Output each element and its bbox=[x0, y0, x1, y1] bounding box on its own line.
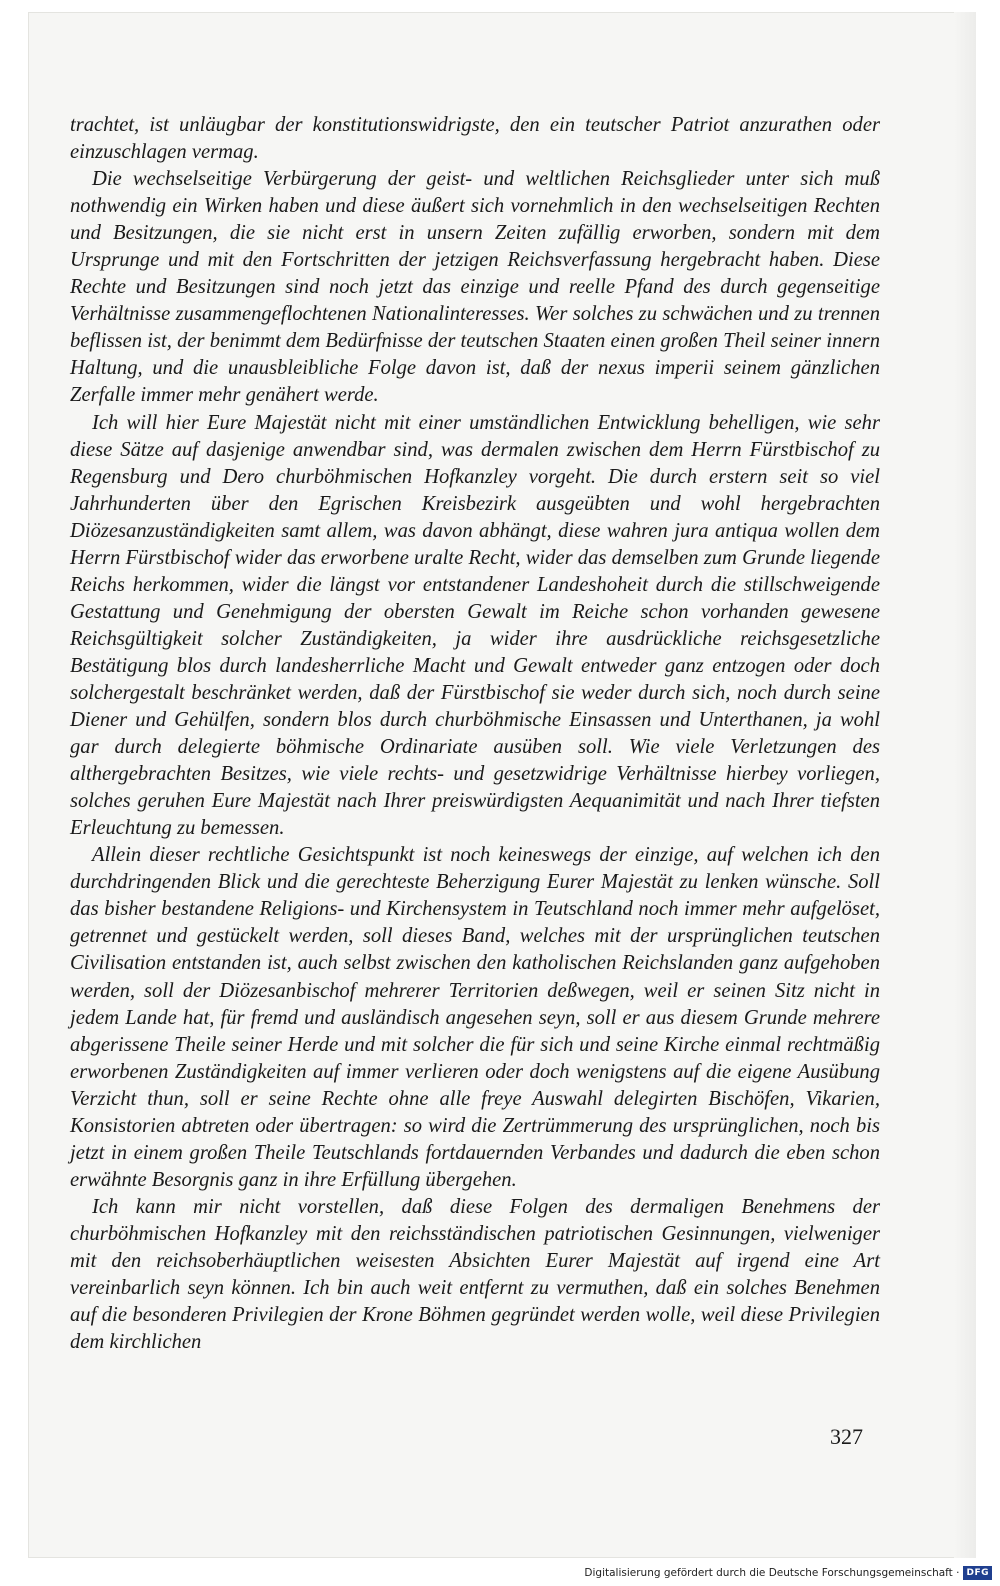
footer-text: Digitalisierung gefördert durch die Deutsche Forschungsgemeinschaft · bbox=[584, 1567, 960, 1579]
body-text bbox=[70, 112, 880, 1356]
paragraph-4: Allein dieser rechtliche Gesichtspunkt ist noch keineswegs der einzige, auf welchen ich den durchdringenden Blick und die gerechteste Beherzigung Eurer Majestät zu lenken wünsche. Soll das bisher bestandene Religions- und Kirchensystem in Teutschland noch immer mehr aufgelöset, getrennet und gestückelt werden, soll dieses Band, welches mit der ursprünglichen teutschen Civilisation entstanden ist, auch selbst zwischen den katholischen Reichslanden ganz aufgehoben werden, soll der Diözesanbischof mehrerer Territorien deßwegen, weil er seinen Sitz nicht in jedem Lande hat, für fremd und ausländisch angesehen seyn, soll er aus diesem Grunde mehrere abgerissene Theile seiner Herde und mit solcher die für sich und seine Kirche einmal rechtmäßig erworbenen Zuständigkeiten auf immer verlieren oder doch wenigstens auf die eigene Ausübung Verzicht thun, soll er seine Rechte ohne alle freye Auswahl delegirten Bischöfen, Vikarien, Konsistorien abtreten oder übertragen: so wird die Zertrümmerung des ursprünglichen, noch bis jetzt in einem großen Theile Teutschlands fortdauernden Verbandes und dadurch die eben schon erwähnte Besorgnis ganz in ihre Erfüllung übergehen. bbox=[70, 844, 880, 1191]
paragraph-3: Ich will hier Eure Majestät nicht mit einer umständlichen Entwicklung behelligen, wie sehr diese Sätze auf dasjenige anwendbar sind, was dermalen zwischen dem Herrn Fürstbischof zu Regensburg und Dero churböhmischen Hofkanzley vorgeht. Die durch erstern seit so viel Jahrhunderten über den Egrischen Kreisbezirk ausgeübten und wohl hergebrachten Diözesanzuständigkeiten samt allem, was davon abhängt, diese wahren jura antiqua wollen dem Herrn Fürstbischof wider das erworbene uralte Recht, wider das demselben zum Grunde liegende Reichs herkommen, wider die längst vor entstandener Landeshoheit durch die stillschweigende Gestattung und Genehmigung der obersten Gewalt im Reiche schon vorhanden gewesene Reichsgültigkeit solcher Zuständigkeiten, ja wider ihre ausdrückliche reichsgesetzliche Bestätigung blos durch landesherrliche Macht und Gewalt entweder ganz entzogen oder doch solchergestalt beschränket werden, daß der Fürstbischof sie weder durch sich, noch durch seine Diener und Gehülfen, sondern blos durch churböhmische Einsassen und Unterthanen, ja wohl gar durch delegierte böhmische Ordinariate ausüben soll. Wie viele Verletzungen des althergebrachten Besitzes, wie viele rechts- und gesetzwidrige Verhältnisse hierbey vorliegen, solches geruhen Eure Majestät nach Ihrer preiswürdigsten Aequanimität und nach Ihrer tiefsten Erleuchtung zu bemessen. bbox=[70, 411, 880, 840]
dfg-logo: DFG bbox=[963, 1566, 992, 1580]
paragraph-5: Ich kann mir nicht vorstellen, daß diese Folgen des dermaligen Benehmens der churböhmischen Hofkanzley mit den reichsständischen patriotischen Gesinnungen, vielweniger mit den reichsoberhäuptlichen weisesten Absichten Eurer Majestät auf irgend eine Art vereinbarlich seyn können. Ich bin auch weit entfernt zu vermuthen, daß ein solches Benehmen auf die besonderen Privilegien der Krone Böhmen gegründet werden wolle, weil diese Privilegien dem kirchlichen bbox=[70, 1195, 880, 1354]
paragraph-1: trachtet, ist unläugbar der konstitutionswidrigste, den ein teutscher Patriot anzurathen oder einzuschlagen vermag. bbox=[70, 114, 880, 164]
paragraph-2: Die wechselseitige Verbürgerung der geist- und weltlichen Reichsglieder unter sich muß nothwendig ein Wirken haben und diese äußert sich vornehmlich in den wechselseitigen Rechten und Besitzungen, die sie nicht erst in unsern Zeiten zufällig erworben, sondern mit dem Ursprunge und mit den Fortschritten der jetzigen Reichsverfassung hergebracht haben. Diese Rechte und Besitzungen sind noch jetzt das einzige und reelle Pfand des durch gegenseitige Verhältnisse zusammengeflochtenen Nationalinteresses. Wer solches zu schwächen und zu trennen beflissen ist, der benimmt dem Bedürfnisse der teutschen Staaten einen großen Theil seiner innern Haltung, und die unausbleibliche Folge davon ist, daß der nexus imperii seinem gänzlichen Zerfalle immer mehr genähert werde. bbox=[70, 168, 880, 407]
page-number: 327 bbox=[830, 1424, 863, 1449]
digitization-footer bbox=[584, 1564, 992, 1582]
page-edge-shadow bbox=[954, 12, 976, 1558]
